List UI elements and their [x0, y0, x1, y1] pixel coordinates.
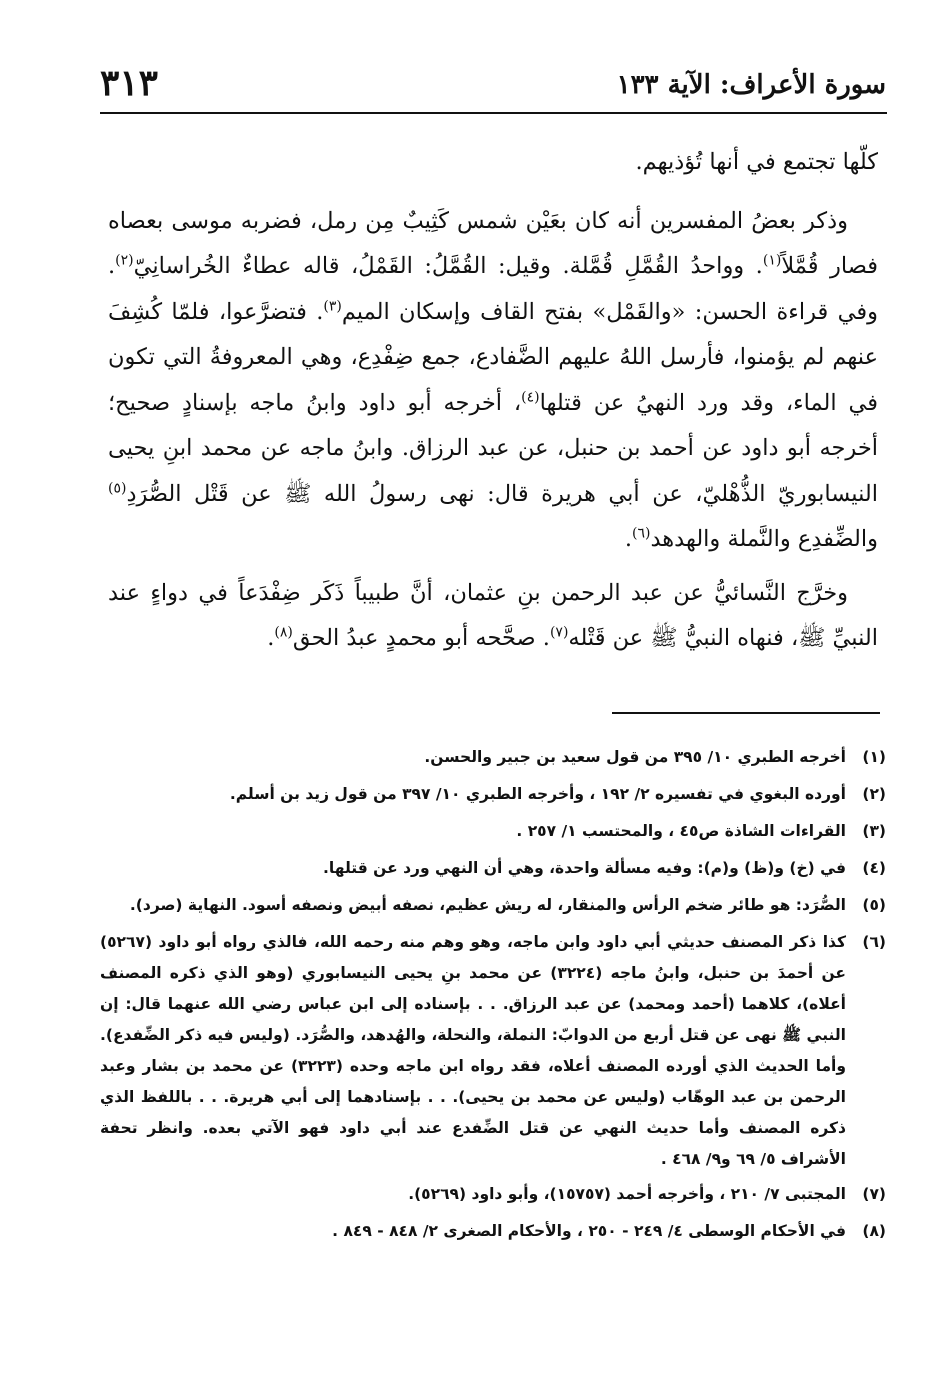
footnote-ref-8[interactable]: (٨)	[274, 624, 293, 641]
footnote-3	[100, 816, 886, 847]
footnote-text: في (خ) و(ظ) و(م): وفيه مسألة واحدة، وهي أن النهي ورد عن قتلها.	[323, 859, 846, 877]
paragraph-2-text-g: .	[624, 526, 632, 552]
footnote-ref-3[interactable]: (٣)	[323, 298, 342, 314]
footnote-ref-2[interactable]: (٢)	[115, 252, 134, 269]
footnote-separator	[612, 712, 880, 714]
footnote-text: أخرجه الطبري ١٠/ ٣٩٥ من قول سعيد بن جبير والحسن.	[424, 748, 846, 766]
footnote-text: كذا ذكر المصنف حديثي أبي داود وابن ماجه، وهو وهم منه رحمه الله، فالذي رواه أبو داود (٥٢٦٧) عن أحمدَ بن حنبل، وابنُ ماجه (٣٢٢٤) عن محمد بنِ يحيى النيسابوري (وهو الذي ذكره المصنف أعلاه)، كلاهما (أحمد ومحمد) عن عبد الرزاق. . . بإسناده إلى ابن عباس رضي الله عنهما قال: إن النبي ﷺ نهى عن قتل أربع من الدوابّ: النملة، والنحلة، والهُدهد، والصُّرَد. (وليس فيه ذكر الضِّفدع). وأما الحديث الذي أورده المصنف أعلاه، فقد رواه ابن ماجه وحده (٣٢٢٣) عن محمد بن بشار وعبد الرحمن بن عبد الوهّاب (وليس عن محمد بن يحيى). . . بإسنادهما إلى أبي هريرة. . . باللفظ الذي ذكره المصنف وأما حديث النهي عن قتل الضِّفدع عند أبي داود فهو الآتي بعده. وانظر تحفة الأشراف ٥/ ٦٩ و٩/ ٤٦٨ .	[100, 933, 846, 1168]
paragraph-2-text-a: وذكر بعضُ المفسرين أنه كان بعَيْن شمس كَثِيبٌ مِن رمل، فضربه موسى بعصاه فصار قُمَّلاً	[108, 207, 878, 279]
footnote-ref-5[interactable]: (٥)	[108, 480, 127, 496]
footnote-text: القراءات الشاذة ص٤٥ ، والمحتسب ١/ ٢٥٧ .	[516, 822, 846, 840]
running-head: سورة الأعراف: الآية ١٣٣	[616, 70, 886, 100]
footnote-number: (١)	[862, 748, 886, 766]
paragraph-3-text-b: . صحَّحه أبو محمدٍ عبدُ الحق	[292, 625, 550, 651]
footnote-6	[100, 927, 886, 1175]
footnote-text: الصُّرَد: هو طائر ضخم الرأس والمنقار، له ريش عظيم، نصفه أبيض ونصفه أسود. النهاية (صرد).	[129, 896, 846, 914]
paragraph-2-text-c: . وفي قراءة الحسن: «والقَمْل» بفتح القاف وإسكان الميم	[108, 253, 878, 325]
footnote-text: في الأحكام الوسطى ٤/ ٢٤٩ - ٢٥٠ ، والأحكام الصغرى ٢/ ٨٤٨ - ٨٤٩ .	[332, 1222, 846, 1240]
paragraph-2	[108, 199, 878, 563]
footnote-number: (٨)	[862, 1222, 886, 1240]
paragraph-3-text-c: .	[267, 625, 275, 651]
footnote-8	[100, 1216, 886, 1247]
footnote-ref-7[interactable]: (٧)	[549, 624, 569, 641]
footnote-ref-6[interactable]: (٦)	[632, 525, 651, 542]
footnotes	[100, 742, 886, 1253]
header-rule	[100, 112, 887, 114]
footnote-text: أورده البغوي في تفسيره ٢/ ١٩٢ ، وأخرجه الطبري ١٠/ ٣٩٧ من قول زيد بن أسلم.	[229, 785, 846, 803]
footnote-1	[100, 742, 886, 773]
page-number: ٣١٣	[100, 62, 159, 104]
paragraph-3-text-a: وخرَّج النَّسائيُّ عن عبد الرحمن بنِ عثمان، أنَّ طبيباً ذَكَر ضِفْدَعاً في دواءٍ عند النبيِّ ﷺ، فنهاه النبيُّ ﷺ عن قَتْله	[108, 579, 878, 651]
paragraph-2-text-d: . فتضرَّعوا، فلمّا كُشِفَ عنهم لم يؤمنوا، فأرسل اللهُ عليهم الضَّفادع، جمع ضِفْدِع، وهي المعروفةُ التي تكون في الماء، وقد ورد النهيُ عن قتلها	[108, 298, 879, 416]
footnote-5	[100, 890, 886, 921]
main-text	[108, 140, 878, 662]
paragraph-2-text-f: والضِّفدِع والنَّملة والهدهد	[650, 526, 878, 552]
footnote-number: (٦)	[862, 933, 886, 951]
footnote-ref-4[interactable]: (٤)	[521, 389, 540, 405]
footnote-number: (٤)	[862, 859, 886, 877]
footnote-ref-1[interactable]: (١)	[762, 252, 782, 269]
footnote-2	[100, 779, 886, 810]
footnote-number: (٣)	[862, 822, 886, 840]
paragraph-3	[108, 571, 878, 662]
footnote-number: (٢)	[862, 785, 886, 803]
footnote-number: (٥)	[862, 896, 886, 914]
paragraph-2-text-e: ، أخرجه أبو داود وابنُ ماجه بإسنادٍ صحيح؛ أخرجه أبو داود عن أحمد بن حنبل، عن عبد الرزاق. وابنُ ماجه عن محمد ابنِ يحيى النيسابوريّ الذُّهْليّ، عن أبي هريرة قال: نهى رسولُ الله ﷺ عن قَتْل الصُّرَدِ	[108, 389, 878, 507]
footnote-text: المجتبى ٧/ ٢١٠ ، وأخرجه أحمد (١٥٧٥٧)، وأبو داود (٥٢٦٩).	[408, 1185, 846, 1203]
paragraph-1: كلّها تجتمع في أنها تُؤذيهم.	[635, 149, 878, 175]
footnote-7	[100, 1179, 886, 1210]
footnote-4	[100, 853, 886, 884]
paragraph-2-text-b: . وواحدُ القُمَّلِ قُمَّلة. وقيل: القُمَّلُ: القَمْلُ، قاله عطاءٌ الخُراسانِيّ	[133, 253, 763, 279]
footnote-number: (٧)	[862, 1185, 886, 1203]
